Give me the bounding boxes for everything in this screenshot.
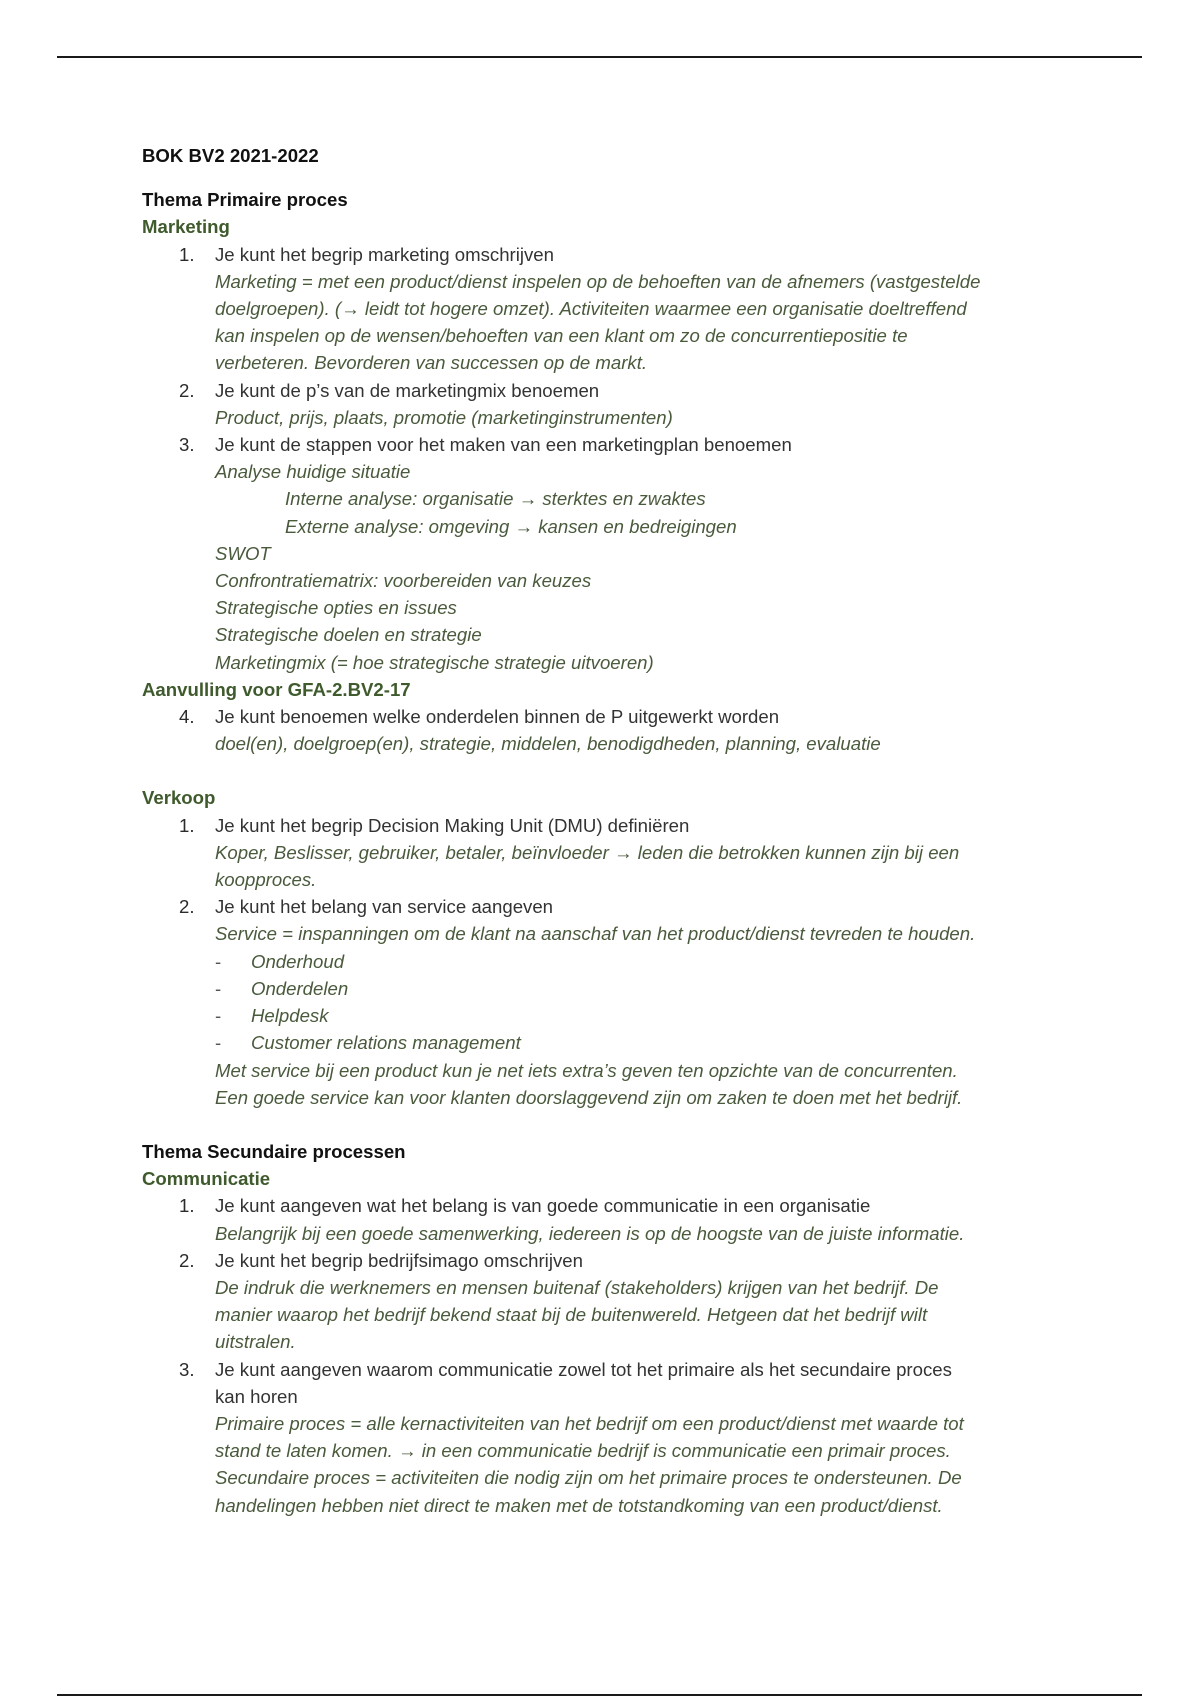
question: kan horen <box>215 1385 298 1407</box>
item-number: 2. <box>179 379 195 401</box>
dash-bullet: - <box>215 1032 222 1054</box>
answer-line: handelingen hebben niet direct te maken met de totstandkoming van een product/dienst. <box>215 1494 943 1516</box>
question: Je kunt het begrip Decision Making Unit (DMU) definiëren <box>215 814 690 836</box>
theme-primary-heading: Thema Primaire proces <box>142 189 348 211</box>
question: Je kunt aangeven waarom communicatie zowel tot het primaire als het secundaire proces <box>215 1358 952 1380</box>
verkoop-heading: Verkoop <box>142 787 216 809</box>
answer-line: kan inspelen op de wensen/behoeften van een klant om zo de concurrentiepositie te <box>215 325 908 347</box>
answer-line: Een goede service kan voor klanten doorslaggevend zijn om zaken te doen met het bedrijf. <box>215 1086 963 1108</box>
dash-bullet: - <box>215 1005 222 1027</box>
bullet-text: Helpdesk <box>251 1005 329 1027</box>
answer-line: uitstralen. <box>215 1331 296 1353</box>
answer-line: Externe analyse: omgeving → kansen en bedreigingen <box>285 515 737 537</box>
answer-line: stand te laten komen. → in een communicatie bedrijf is communicatie een primair proces. <box>215 1440 951 1462</box>
bullet-item <box>142 975 1062 1002</box>
answer-line: verbeteren. Bevorderen van successen op de markt. <box>215 352 648 374</box>
answer-line: Analyse huidige situatie <box>215 461 411 483</box>
item-number: 1. <box>179 814 195 836</box>
answer-line: manier waarop het bedrijf bekend staat bij de buitenwereld. Hetgeen dat het bedrijf wilt <box>215 1304 928 1326</box>
question: Je kunt het belang van service aangeven <box>215 896 554 918</box>
list-item <box>142 893 1062 947</box>
list-item <box>142 431 1062 458</box>
aanvulling-heading: Aanvulling voor GFA-2.BV2-17 <box>142 678 411 700</box>
item-number: 3. <box>179 434 195 456</box>
answer-line: De indruk die werknemers en mensen buitenaf (stakeholders) krijgen van het bedrijf. De <box>215 1276 939 1298</box>
answer-line: doel(en), doelgroep(en), strategie, middelen, benodigdheden, planning, evaluatie <box>215 733 881 755</box>
answer-line: Marketing = met een product/dienst inspelen op de behoeften van de afnemers (vastgestelde <box>215 270 981 292</box>
list-item <box>142 1247 1062 1356</box>
list-item <box>142 241 1062 377</box>
dash-bullet: - <box>215 977 222 999</box>
answer-line: Koper, Beslisser, gebruiker, betaler, beïnvloeder → leden die betrokken kunnen zijn bij een <box>215 841 960 863</box>
item-number: 1. <box>179 1195 195 1217</box>
spacer <box>142 757 1062 784</box>
bullet-text: Onderdelen <box>251 977 349 999</box>
question: Je kunt aangeven wat het belang is van goede communicatie in een organisatie <box>215 1195 871 1217</box>
list-item <box>142 812 1062 894</box>
answer-line: Strategische doelen en strategie <box>215 624 482 646</box>
list-item <box>142 1356 1062 1519</box>
item-number: 3. <box>179 1358 195 1380</box>
bullet-item <box>142 1029 1062 1056</box>
question: Je kunt het begrip bedrijfsimago omschrijven <box>215 1249 583 1271</box>
item-number: 2. <box>179 1249 195 1271</box>
answer-line: Confrontratiematrix: voorbereiden van keuzes <box>215 570 592 592</box>
question: Je kunt de p’s van de marketingmix benoemen <box>215 379 600 401</box>
answer-line: doelgroepen). (→ leidt tot hogere omzet). Activiteiten waarmee een organisatie doeltreffend <box>215 298 967 320</box>
document-title: BOK BV2 2021-2022 <box>142 145 319 166</box>
answer-line: Service = inspanningen om de klant na aanschaf van het product/dienst tevreden te houden. <box>215 923 976 945</box>
dash-bullet: - <box>215 950 222 972</box>
list-item <box>142 1192 1062 1246</box>
answer-line: Strategische opties en issues <box>215 597 457 619</box>
question: Je kunt benoemen welke onderdelen binnen de P uitgewerkt worden <box>215 706 780 728</box>
top-rule <box>57 56 1142 58</box>
document-body <box>142 142 1062 1519</box>
theme-secondary-heading: Thema Secundaire processen <box>142 1140 406 1162</box>
answer-line: Belangrijk bij een goede samenwerking, iedereen is op de hoogste van de juiste informatie. <box>215 1222 965 1244</box>
question: Je kunt het begrip marketing omschrijven <box>215 243 554 265</box>
answer-line: Interne analyse: organisatie → sterktes en zwaktes <box>285 488 706 510</box>
answer-line: Secundaire proces = activiteiten die nodig zijn om het primaire proces te ondersteunen. De <box>215 1467 962 1489</box>
list-item <box>142 377 1062 431</box>
answer-line: SWOT <box>215 542 271 564</box>
spacer <box>142 1111 1062 1138</box>
answer-line: Primaire proces = alle kernactiviteiten van het bedrijf om een product/dienst met waarde tot <box>215 1412 964 1434</box>
answer-line: koopproces. <box>215 869 317 891</box>
bullet-item <box>142 948 1062 975</box>
item-number: 2. <box>179 896 195 918</box>
answer-line: Product, prijs, plaats, promotie (marketinginstrumenten) <box>215 406 673 428</box>
answer-line: Marketingmix (= hoe strategische strategie uitvoeren) <box>215 651 654 673</box>
item-number: 4. <box>179 706 195 728</box>
bullet-text: Onderhoud <box>251 950 345 972</box>
question: Je kunt de stappen voor het maken van een marketingplan benoemen <box>215 434 792 456</box>
bottom-rule <box>57 1694 1142 1696</box>
list-item <box>142 703 1062 757</box>
bullet-text: Customer relations management <box>251 1032 521 1054</box>
answer-line: Met service bij een product kun je net iets extra’s geven ten opzichte van de concurrenten. <box>215 1059 958 1081</box>
item-number: 1. <box>179 243 195 265</box>
bullet-item <box>142 1002 1062 1029</box>
communicatie-heading: Communicatie <box>142 1168 271 1190</box>
marketing-heading: Marketing <box>142 216 230 238</box>
